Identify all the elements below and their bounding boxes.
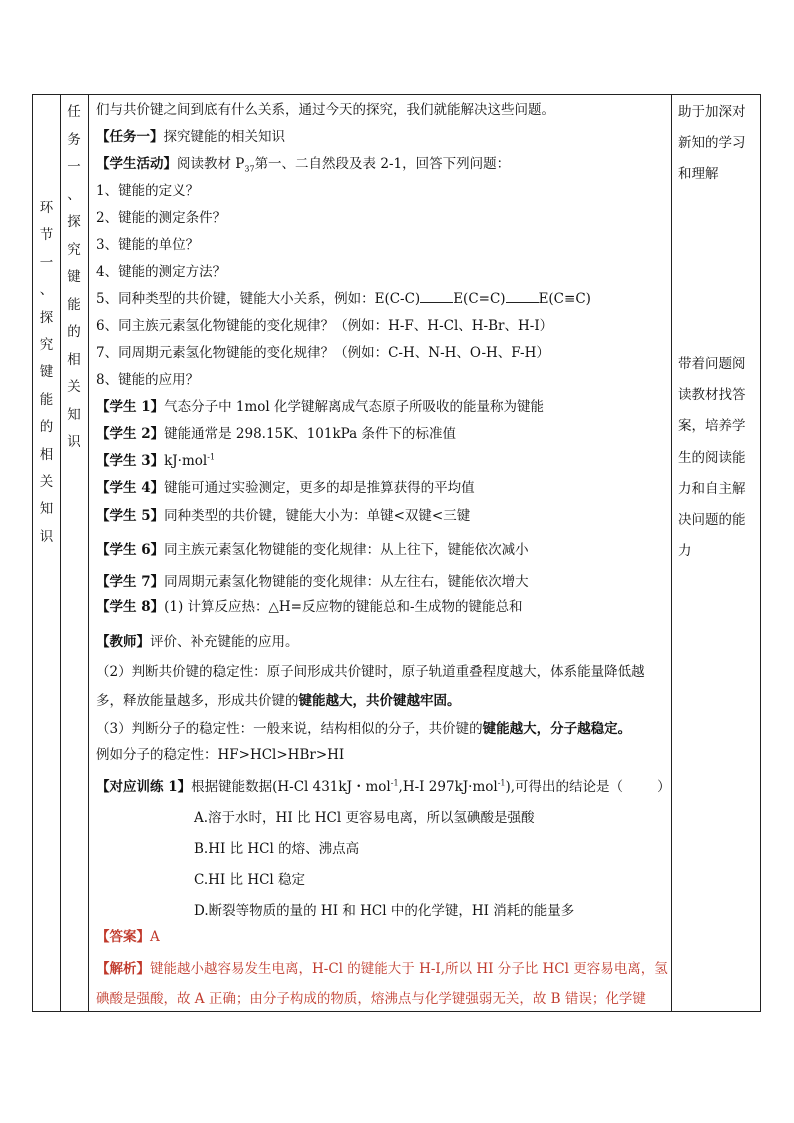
paragraph-line: 多，释放能量越多，形成共价键的键能越大，共价键越牢固。 <box>96 693 461 709</box>
question: 6、同主族元素氢化物键能的变化规律？（例如：H-F、H-Cl、H-Br、H-I） <box>96 318 554 334</box>
section-char: 键 <box>39 364 54 381</box>
task-char: 关 <box>67 379 81 395</box>
section-char: 探 <box>39 309 54 326</box>
student-answer: 【学生 4】键能可通过实验测定，更多的却是推算获得的平均值 <box>96 480 475 496</box>
paragraph-line: 例如分子的稳定性：HF>HCl>HBr>HI <box>96 747 345 763</box>
section-char: 能 <box>39 391 54 408</box>
task-char: 一 <box>67 159 81 175</box>
column-divider <box>88 95 89 1011</box>
section-char: 环 <box>39 200 54 216</box>
column-divider <box>671 95 672 1011</box>
student-answer: 【学生 8】(1) 计算反应热：△H=反应物的键能总和-生成物的键能总和 <box>96 599 523 615</box>
teacher-comment: 【教师】评价、补充键能的应用。 <box>96 634 299 650</box>
paragraph-line: （3）判断分子的稳定性：一般来说，结构相似的分子，共价键的键能越大，分子越稳定。 <box>96 721 632 737</box>
section-label-column <box>33 195 60 551</box>
task-char: 能 <box>67 296 81 313</box>
task-char: 键 <box>67 269 81 285</box>
section-char: 识 <box>39 528 54 545</box>
task-char: 相 <box>67 351 81 368</box>
student-answer: 【学生 2】键能通常是 298.15K、101kPa 条件下的标准值 <box>96 426 456 442</box>
student-answer: 【学生 5】同种类型的共价键，键能大小为：单键<双键<三键 <box>96 508 471 524</box>
section-char: 相 <box>39 446 54 463</box>
section-char: 知 <box>39 501 54 518</box>
analysis-line: 碘酸是强酸，故 A 正确；由分子构成的物质，熔沸点与化学键强弱无关，故 B 错误；化学键 <box>96 991 646 1007</box>
task-char: 任 <box>67 104 81 120</box>
design-intent-note: 带着问题阅 读教材找答 案，培养学 生的阅读能 力和自主解 决问题的能 力 <box>678 356 746 560</box>
option-d: D.断裂等物质的量的 HI 和 HCl 中的化学键，HI 消耗的能量多 <box>194 903 575 919</box>
question: 5、同种类型的共价键，键能大小关系，例如：E(C-C) E(C=C) E(C≡C) <box>96 291 591 307</box>
section-char: 节 <box>39 227 54 244</box>
task-label-column <box>60 99 88 457</box>
section-char: 、 <box>39 282 54 299</box>
answer: 【答案】A <box>96 929 160 945</box>
question: 7、同周期元素氢化物键能的变化规律？（例如：C-H、N-H、O-H、F-H） <box>96 345 550 361</box>
exercise-question: 【对应训练 1】根据键能数据(H-Cl 431kJ・mol$^{-1}$,H-I 297kJ·mol$^{-1}$),可得出的结论是（ ） <box>96 778 671 795</box>
student-answer: 【学生 3】kJ·mol$^{-1}$ <box>96 452 216 469</box>
task-char: 务 <box>67 131 81 148</box>
lesson-table <box>32 94 761 1012</box>
task-char: 识 <box>67 434 81 450</box>
question: 4、键能的测定方法？ <box>96 264 227 280</box>
option-a: A.溶于水时，HI 比 HCl 更容易电离，所以氢碘酸是强酸 <box>194 810 535 826</box>
task-char: 知 <box>67 406 81 423</box>
paragraph-line: （2）判断共价键的稳定性：原子间形成共价键时，原子轨道重叠程度越大，体系能量降低越 <box>96 664 645 680</box>
task-char: 的 <box>67 324 81 340</box>
section-char: 一 <box>39 254 54 271</box>
task-char: 探 <box>67 214 81 230</box>
section-char: 究 <box>39 336 54 353</box>
student-answer: 【学生 7】同周期元素氢化物键能的变化规律：从左往右，键能依次增大 <box>96 574 529 590</box>
option-c: C.HI 比 HCl 稳定 <box>194 872 306 888</box>
question: 8、键能的应用？ <box>96 372 200 388</box>
student-activity: 【学生活动】阅读教材 $P_{37}$第一、二自然段及表 2-1，回答下列问题： <box>96 156 511 174</box>
section-char: 的 <box>39 419 54 436</box>
student-answer: 【学生 6】同主族元素氢化物键能的变化规律：从上往下，键能依次减小 <box>96 542 529 558</box>
section-char: 关 <box>39 473 54 490</box>
analysis-line: 【解析】键能越小越容易发生电离，H-Cl 的键能大于 H-I,所以 HI 分子比 HCl 更容易电离，氢 <box>96 961 668 977</box>
design-intent-note: 助于加深对 新知的学习 和理解 <box>678 104 746 183</box>
question: 3、键能的单位？ <box>96 237 200 253</box>
student-answer: 【学生 1】气态分子中 1mol 化学键解离成气态原子所吸收的能量称为键能 <box>96 399 545 415</box>
intro-line: 们与共价键之间到底有什么关系，通过今天的探究，我们就能解决这些问题。 <box>96 102 555 118</box>
question: 2、键能的测定条件？ <box>96 210 227 226</box>
task-char: 究 <box>67 241 81 258</box>
task-heading: 【任务一】探究键能的相关知识 <box>96 129 285 145</box>
task-char: 、 <box>67 186 81 203</box>
option-b: B.HI 比 HCl 的熔、沸点高 <box>194 841 360 857</box>
fill-blank <box>506 290 539 303</box>
fill-blank <box>420 290 453 303</box>
question: 1、键能的定义？ <box>96 183 200 199</box>
